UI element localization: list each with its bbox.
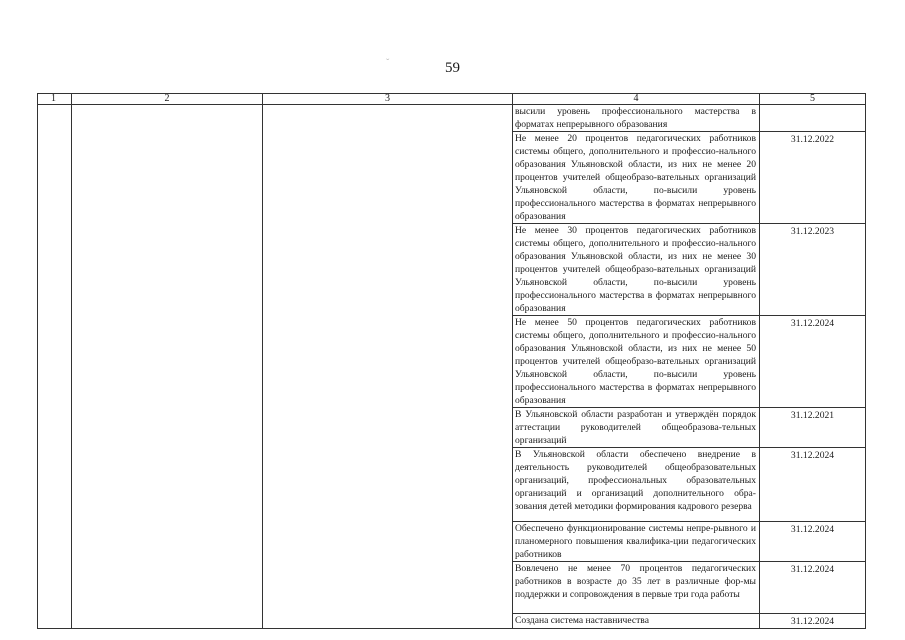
deadline-date: 31.12.2023 — [760, 224, 866, 316]
result-text: Обеспечено функционирование системы непре-рывного и планомерного повышения квалифика-ции педагогических работников — [513, 522, 760, 562]
column-2-cell — [72, 105, 263, 629]
deadline-date: 31.12.2024 — [760, 448, 866, 522]
result-text: Вовлечено не менее 70 процентов педагогических работников в возрасте до 35 лет в различные фор-мы поддержки и сопровождения в первые три года работы — [513, 562, 760, 614]
result-text: Не менее 30 процентов педагогических работников системы общего, дополнительного и профессио-нального образования Ульяновской области, из них не менее 30 процентов учителей общеобразо-вательных организаций Ульяновской области, по-высили уровень профессионального мастерства в форматах непрерывного образования — [513, 224, 760, 316]
result-text: Не менее 20 процентов педагогических работников системы общего, дополнительного и профессио-нального образования Ульяновской области, из них не менее 20 процентов учителей общеобразо-вательных организаций Ульяновской области, по-высили уровень профессионального мастерства в форматах непрерывного образования — [513, 132, 760, 224]
column-header-2: 2 — [72, 94, 263, 105]
column-header-3: 3 — [263, 94, 513, 105]
result-text: высили уровень профессионального мастерства в форматах непрерывного образования — [513, 105, 760, 132]
table-row — [38, 105, 866, 132]
page-number: 59 — [445, 60, 460, 76]
deadline-date: 31.12.2022 — [760, 132, 866, 224]
document-table — [37, 93, 866, 629]
deadline-date — [760, 105, 866, 132]
deadline-date: 31.12.2021 — [760, 408, 866, 448]
result-text: Не менее 50 процентов педагогических работников системы общего, дополнительного и профессио-нального образования Ульяновской области, из них не менее 50 процентов учителей общеобразо-вательных организаций Ульяновской области, по-высили уровень профессионального мастерства в форматах непрерывного образования — [513, 316, 760, 408]
result-text: Создана система наставничества — [513, 614, 760, 629]
result-text: В Ульяновской области разработан и утверждён порядок аттестации руководителей общеобразова-тельных организаций — [513, 408, 760, 448]
deadline-date: 31.12.2024 — [760, 562, 866, 614]
column-3-cell — [263, 105, 513, 629]
scan-artifact: ˇ — [386, 58, 390, 69]
column-header-4: 4 — [513, 94, 760, 105]
column-header-1: 1 — [38, 94, 72, 105]
column-header-5: 5 — [760, 94, 866, 105]
deadline-date: 31.12.2024 — [760, 614, 866, 629]
column-1-cell — [38, 105, 72, 629]
deadline-date: 31.12.2024 — [760, 522, 866, 562]
header-row — [38, 94, 866, 105]
deadline-date: 31.12.2024 — [760, 316, 866, 408]
result-text: В Ульяновской области обеспечено внедрение в деятельность руководителей общеобразовательных организаций, профессиональных образовательных организаций и организаций дополнительного обра-зования детей методики формирования кадрового резерва — [513, 448, 760, 522]
